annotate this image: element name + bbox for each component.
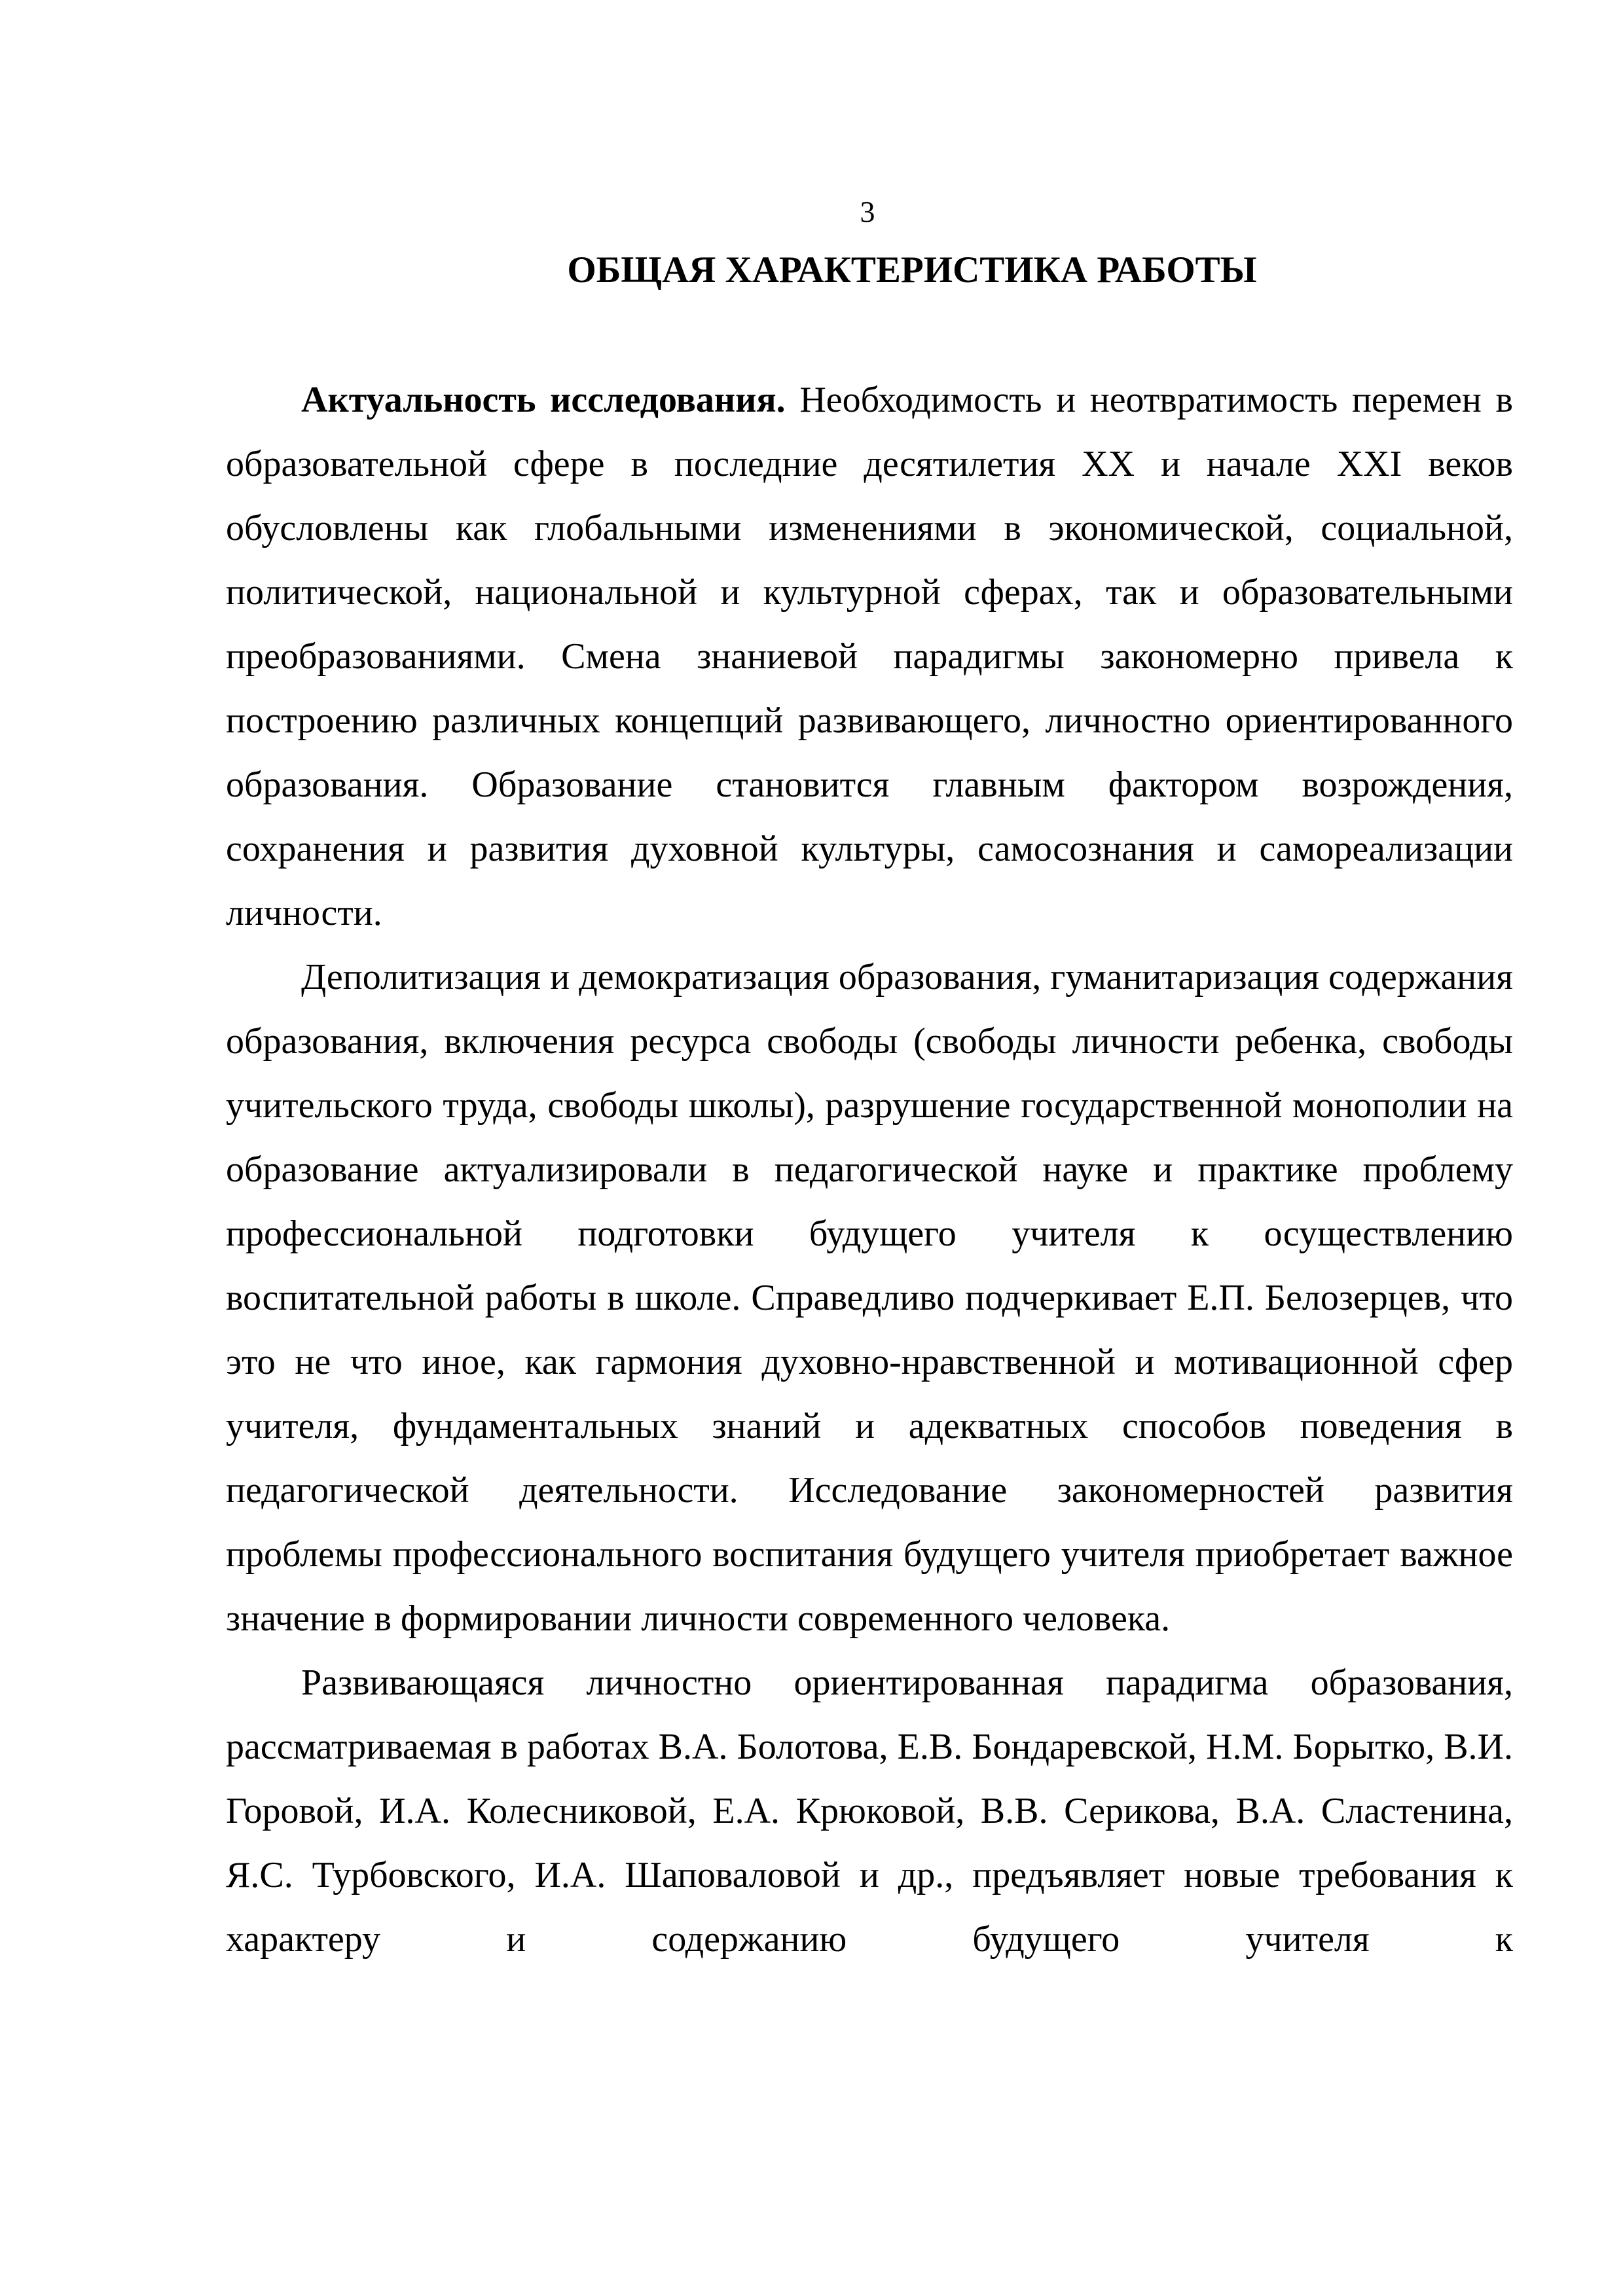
- paragraph-text-relevance: Необходимость и неотвратимость перемен в образовательной сфере в последние десятилетия XX и начале XXI веков обусловлены как глобальными изменениями в экономической, социальной, политической, национальной и культурной сферах, так и образовательными преобразованиями. Смена знаниевой парадигмы закономерно привела к построению различных концепций развивающего, личностно ориентированного образования. Образование становится главным фактором возрождения, сохранения и развития духовной культуры, самосознания и самореализации личности.: [226, 380, 1513, 933]
- paragraph-paradigm: Развивающаяся личностно ориентированная парадигма образования, рассматриваемая в работах В.А. Болотова, Е.В. Бондаревской, Н.М. Борытко, В.И. Горовой, И.А. Колесниковой, Е.А. Крюковой, В.В. Серикова, В.А. Сластенина, Я.С. Турбовского, И.А. Шаповаловой и др., предъявляет новые требования к характеру и содержанию будущего учителя к: [226, 1662, 1513, 1960]
- paragraph-depoliticization: Деполитизация и демократизация образования, гуманитаризация содержания образования, включения ресурса свободы (свободы личности ребенка, свободы учительского труда, свободы школы), разрушение государственной монополии на образование актуализировали в педагогической науке и практике проблему профессиональной подготовки будущего учителя к осуществлению воспитательной работы в школе. Справедливо подчеркивает Е.П. Белозерцев, что это не что иное, как гармония духовно-нравственной и мотивационной сфер учителя, фундаментальных знаний и адекватных способов поведения в педагогической деятельности. Исследование закономерностей развития проблемы профессионального воспитания будущего учителя приобретает важное значение в формировании личности современного человека.: [226, 957, 1513, 1639]
- body-text: [226, 368, 1513, 1971]
- page-number: 3: [860, 195, 875, 228]
- section-title: ОБЩАЯ ХАРАКТЕРИСТИКА РАБОТЫ: [567, 249, 1257, 291]
- paragraph-relevance: [226, 368, 1513, 945]
- paragraph-lead-relevance: Актуальность исследования.: [301, 380, 786, 420]
